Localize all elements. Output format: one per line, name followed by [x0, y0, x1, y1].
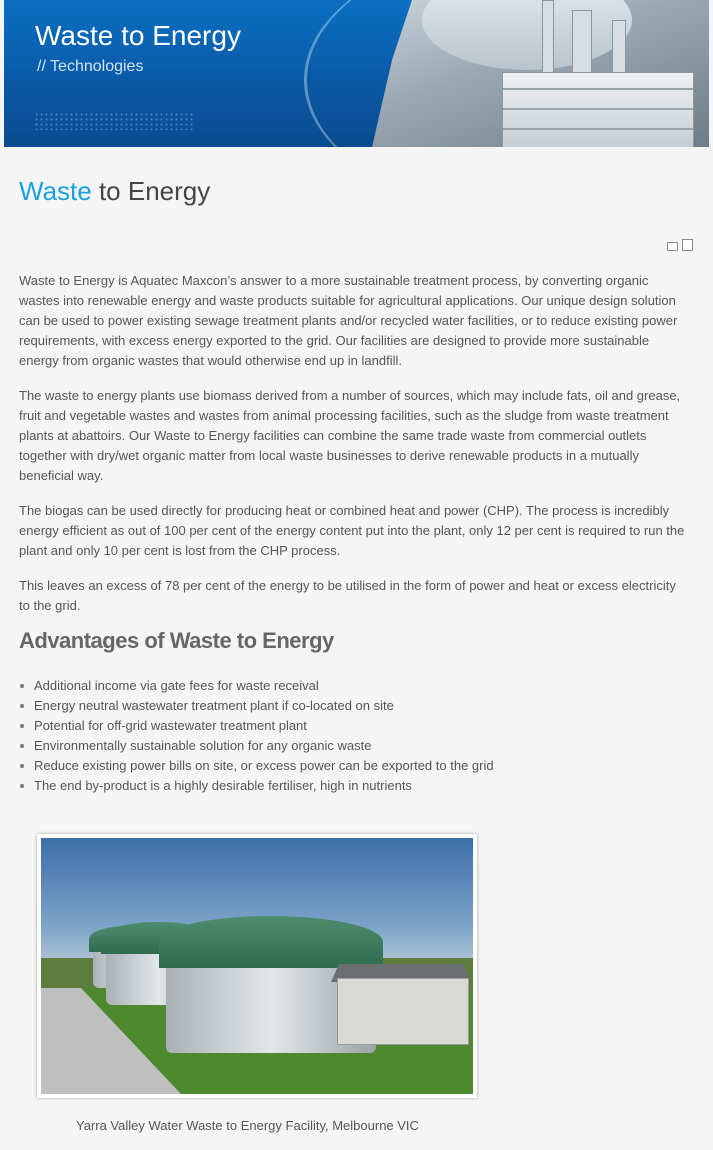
photo-caption: Yarra Valley Water Waste to Energy Facility, Melbourne VIC: [76, 1118, 419, 1133]
list-item: Environmentally sustainable solution for any organic waste: [34, 736, 494, 756]
print-icon[interactable]: [667, 242, 678, 251]
document-icon[interactable]: [682, 239, 693, 251]
advantages-heading: Advantages of Waste to Energy: [19, 628, 334, 653]
advantages-list: [19, 676, 494, 796]
header-banner: [4, 0, 709, 147]
paragraph-biogas: The biogas can be used directly for producing heat or combined heat and power (CHP). The process is incredibly energy efficient as out of 100 per cent of the energy content put into the plant, only 12 per cent is required to run the plant and only 10 per cent is lost from the CHP process.: [19, 503, 685, 558]
list-item: Additional income via gate fees for waste receival: [34, 676, 494, 696]
main-content: [19, 176, 689, 793]
banner-title: Waste to Energy: [35, 20, 241, 51]
banner-dome: [422, 0, 632, 70]
paragraph-excess: This leaves an excess of 78 per cent of the energy to be utilised in the form of power and heat or excess electricity to the grid.: [19, 578, 676, 613]
article-tools: [663, 238, 693, 252]
banner-container-unit: [502, 72, 694, 147]
list-item: The end by-product is a highly desirable fertiliser, high in nutrients: [34, 776, 494, 796]
list-item: Energy neutral wastewater treatment plant if co-located on site: [34, 696, 494, 716]
paragraph-intro: Waste to Energy is Aquatec Maxcon’s answer to a more sustainable treatment process, by converting organic wastes into renewable energy and waste products suitable for agricultural applications. Our unique design solution can be used to power existing sewage treatment plants and/or recycled water facilities, or to reduce existing power requirements, with excess energy exported to the grid. Our facilities are designed to provide more sustainable energy from organic wastes that would otherwise end up in landfill.: [19, 273, 678, 368]
page-title: [19, 176, 689, 207]
list-item: Potential for off-grid wastewater treatment plant: [34, 716, 494, 736]
banner-pipe: [542, 0, 554, 82]
page-title-rest: to Energy: [91, 176, 211, 206]
banner-dot-pattern: [34, 112, 194, 130]
list-item: Reduce existing power bills on site, or excess power can be exported to the grid: [34, 756, 494, 776]
paragraph-biomass: The waste to energy plants use biomass derived from a number of sources, which may include fats, oil and grease, fruit and vegetable wastes and wastes from animal processing facilities, such as the sludge from waste treatment plants at abattoirs. Our Waste to Energy facilities can combine the same trade waste from commercial outlets together with dry/wet organic matter from local waste businesses to derive renewable products in a mutually beneficial way.: [19, 388, 681, 483]
facility-photo-frame: [37, 834, 477, 1098]
banner-plant-image: [372, 0, 709, 147]
banner-subtitle: // Technologies: [37, 58, 144, 75]
page-title-accent: Waste: [19, 176, 92, 206]
facility-photo: [41, 838, 473, 1094]
